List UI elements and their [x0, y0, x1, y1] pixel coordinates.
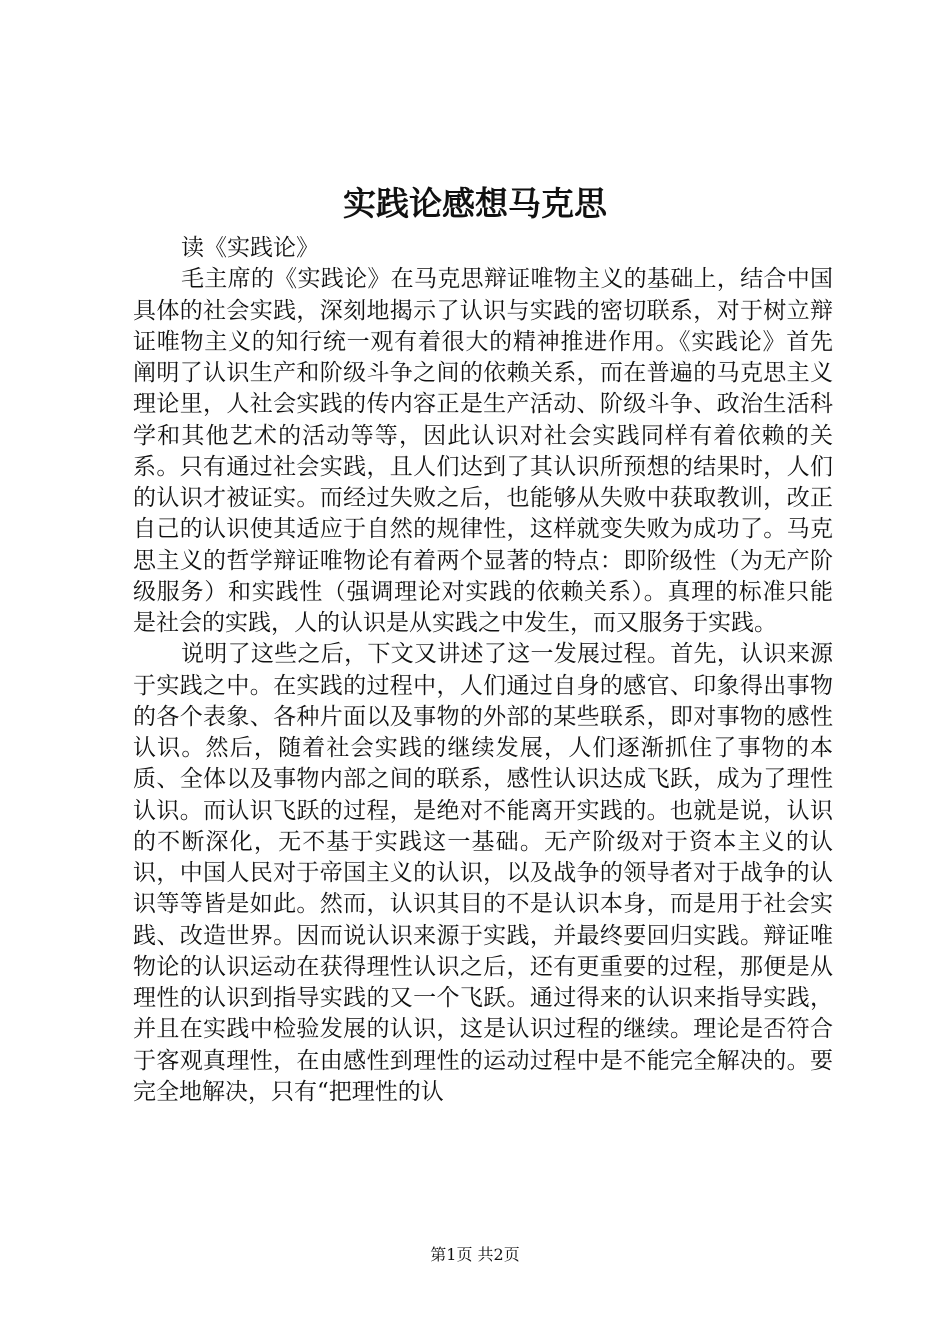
page-footer: 第1页 共2页 [430, 1245, 520, 1264]
paragraph-1: 毛主席的《实践论》在马克思辩证唯物主义的基础上，结合中国具体的社会实践，深刻地揭示了认识与实践的密切联系，对于树立辩证唯物主义的知行统一观有着很大的精神推进作用。《实践论》首先阐明了认识生产和阶级斗争之间的依赖关系，而在普遍的马克思主义理论里，人社会实践的传内容正是生产活动、阶级斗争、政治生活科学和其他艺术的活动等等，因此认识对社会实践同样有着依赖的关系。只有通过社会实践，且人们达到了其认识所预想的结果时，人们的认识才被证实。而经过失败之后，也能够从失败中获取教训，改正自己的认识使其适应于自然的规律性，这样就变失败为成功了。马克思主义的哲学辩证唯物论有着两个显著的特点：即阶级性（为无产阶级服务）和实践性（强调理论对实践的依赖关系）。真理的标准只能是社会的实践，人的认识是从实践之中发生，而又服务于实践。 [133, 266, 833, 636]
document-body [133, 233, 833, 1108]
subtitle: 读《实践论》 [181, 235, 319, 261]
paragraph-2: 说明了这些之后，下文又讲述了这一发展过程。首先，认识来源于实践之中。在实践的过程中，人们通过自身的感官、印象得出事物的各个表象、各种片面以及事物的外部的某些联系，即对事物的感性认识。然后，随着社会实践的继续发展，人们逐渐抓住了事物的本质、全体以及事物内部之间的联系，感性认识达成飞跃，成为了理性认识。而认识飞跃的过程，是绝对不能离开实践的。也就是说，认识的不断深化，无不基于实践这一基础。无产阶级对于资本主义的认识，中国人民对于帝国主义的认识，以及战争的领导者对于战争的认识等等皆是如此。然而，认识其目的不是认识本身，而是用于社会实践、改造世界。因而说认识来源于实践，并最终要回归实践。辩证唯物论的认识运动在获得理性认识之后，还有更重要的过程，那便是从理性的认识到指导实践的又一个飞跃。通过得来的认识来指导实践，并且在实践中检验发展的认识，这是认识过程的继续。理论是否符合于客观真理性，在由感性到理性的运动过程中是不能完全解决的。要完全地解决，只有“把理性的认 [133, 641, 833, 1105]
document-title: 实践论感想马克思 [343, 184, 607, 223]
